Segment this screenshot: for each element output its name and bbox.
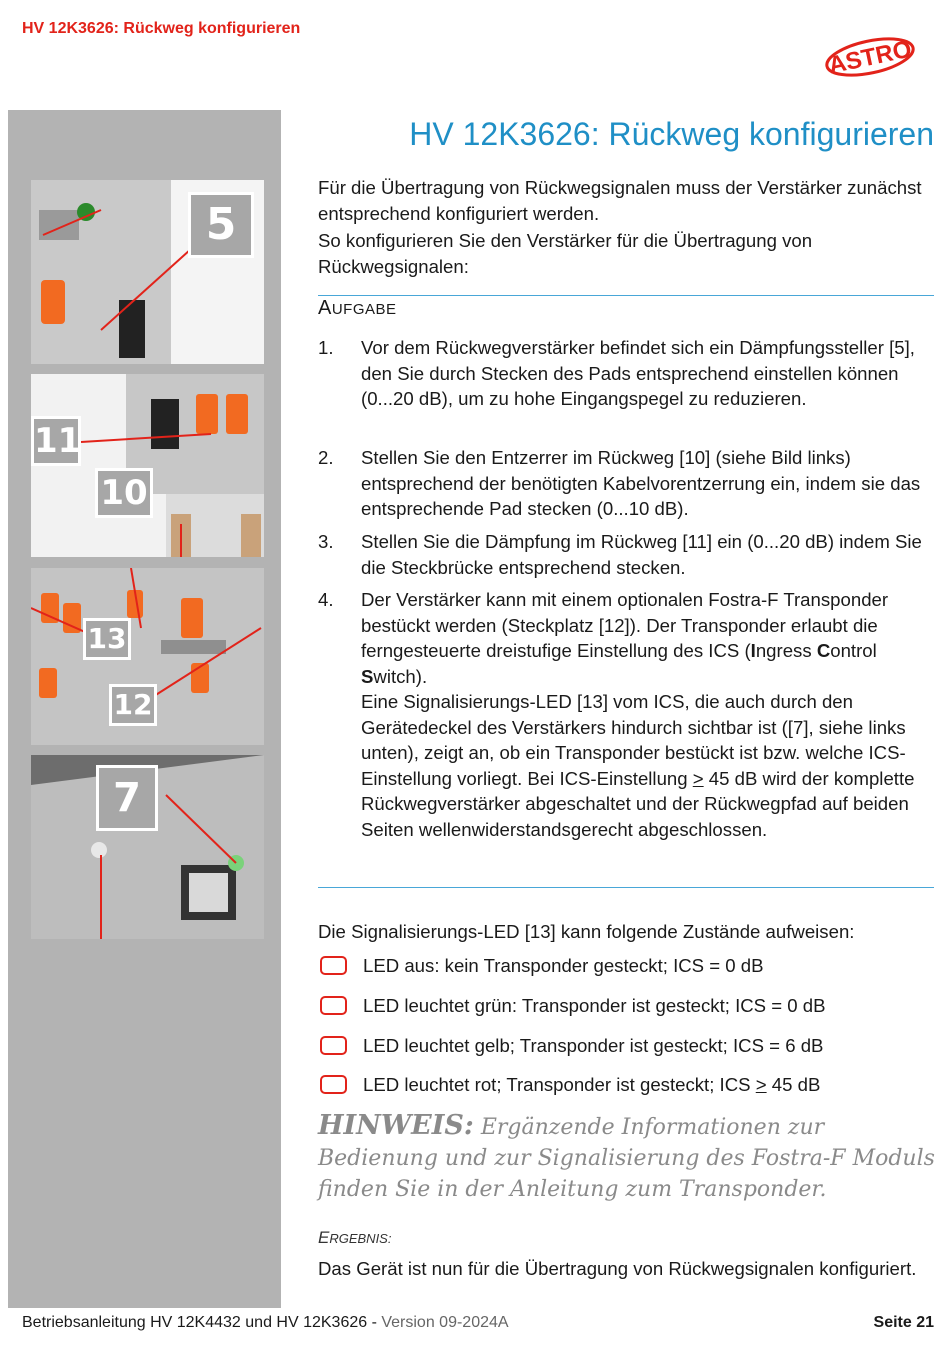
step-3 bbox=[318, 529, 933, 580]
step-number: 3. bbox=[318, 531, 334, 552]
intro-paragraph-1: Für die Übertragung von Rückwegsignalen muss der Verstärker zunächst entsprechend konfiguriert werden. bbox=[318, 177, 922, 224]
led-state-item: LED aus: kein Transponder gesteckt; ICS = 0 dB bbox=[318, 953, 933, 978]
step-text: Stellen Sie den Entzerrer im Rückweg [10] (siehe Bild links) entsprechend der benötigten Kabelvorentzerrung ein, indem sie das entsprechende Pad stecken (0...10 dB). bbox=[361, 447, 921, 519]
callout-badge-11: 11 bbox=[31, 416, 81, 466]
photo-equalizer bbox=[31, 374, 264, 557]
aufgabe-heading: AUFGABE bbox=[318, 297, 397, 319]
photo-attenuator bbox=[31, 180, 264, 364]
running-head-title: HV 12K3626: Rückweg konfigurieren bbox=[22, 20, 301, 37]
footer-page-number: Seite 21 bbox=[873, 1314, 934, 1331]
sidebar-image-column bbox=[8, 110, 281, 1308]
hinweis-label: HINWEIS: bbox=[318, 1110, 474, 1141]
checkbox-bullet-icon bbox=[320, 996, 347, 1015]
step-text: Vor dem Rückwegverstärker befindet sich ein Dämpfungssteller [5], den Sie durch Stecken des Pads entsprechend einstellen können (0...20 dB), um zu hohe Eingangspegel zu reduzieren. bbox=[361, 337, 915, 409]
hinweis-text: Ergänzende Informationen zur Bedienung und zur Signalisierung des Fostra-F Moduls finden Sie in der Anleitung zum Transponder. bbox=[318, 1115, 935, 1202]
checkbox-bullet-icon bbox=[320, 1075, 347, 1094]
ergebnis-text: Das Gerät ist nun für die Übertragung von Rückwegsignalen konfiguriert. bbox=[318, 1258, 917, 1279]
led-state-item: LED leuchtet rot; Transponder ist gesteckt; ICS > 45 dB bbox=[318, 1072, 933, 1097]
led-intro: Die Signalisierungs-LED [13] kann folgende Zustände aufweisen: bbox=[318, 921, 855, 942]
callout-badge-13: 13 bbox=[83, 618, 131, 660]
footer-version: Version 09-2024A bbox=[381, 1314, 509, 1331]
step-4 bbox=[318, 587, 933, 842]
led-state-item: LED leuchtet gelb; Transponder ist gesteckt; ICS = 6 dB bbox=[318, 1033, 933, 1058]
page-title: HV 12K3626: Rückweg konfigurieren bbox=[409, 116, 934, 152]
section-divider bbox=[318, 887, 934, 888]
callout-badge-7: 7 bbox=[96, 765, 158, 831]
callout-badge-12: 12 bbox=[109, 684, 157, 726]
callout-badge-5: 5 bbox=[188, 192, 254, 258]
step-number: 2. bbox=[318, 447, 334, 468]
led-state-item: LED leuchtet grün: Transponder ist gesteckt; ICS = 0 dB bbox=[318, 993, 933, 1018]
hinweis-note bbox=[318, 1110, 938, 1205]
ergebnis-heading: ERGEBNIS: bbox=[318, 1228, 392, 1247]
step-number: 4. bbox=[318, 589, 334, 610]
step-2 bbox=[318, 445, 933, 522]
footer-manual-info: Betriebsanleitung HV 12K4432 und HV 12K3626 - Version 09-2024A bbox=[22, 1314, 509, 1331]
step-text: Stellen Sie die Dämpfung im Rückweg [11] ein (0...20 dB) indem Sie die Steckbrücke entsprechend stecken. bbox=[361, 531, 922, 578]
checkbox-bullet-icon bbox=[320, 956, 347, 975]
photo-device-cover bbox=[31, 755, 264, 939]
checkbox-bullet-icon bbox=[320, 1036, 347, 1055]
step-1 bbox=[318, 335, 933, 412]
step-text: Der Verstärker kann mit einem optionalen Fostra-F Transponder bestückt werden (Steckplatz [12]). Der Transponder erlaubt die ferngesteuerte dreistufige Einstellung des ICS (Ingress Control Switch). Eine Signalisierungs-LED [13] vom ICS, die auch durch den Gerätedeckel des Verstärkers hindurch sichtbar ist ([7], siehe links unten), zeigt an, ob ein Transponder bestückt ist bzw. welche ICS-Einstellung vorliegt. Bei ICS-Einstellung > 45 dB wird der komplette Rückwegverstärker abgeschaltet und der Rückwegpfad auf beiden Seiten wellenwiderstandsgerecht abgeschlossen. bbox=[361, 589, 915, 840]
step-number: 1. bbox=[318, 337, 334, 358]
photo-transponder-slot bbox=[31, 568, 264, 745]
logo-text: ASTRO bbox=[826, 35, 914, 80]
intro-paragraph-2: So konfigurieren Sie den Verstärker für die Übertragung von Rückwegsignalen: bbox=[318, 230, 813, 277]
section-divider bbox=[318, 295, 934, 296]
callout-badge-10: 10 bbox=[95, 468, 153, 518]
astro-logo bbox=[820, 30, 920, 80]
